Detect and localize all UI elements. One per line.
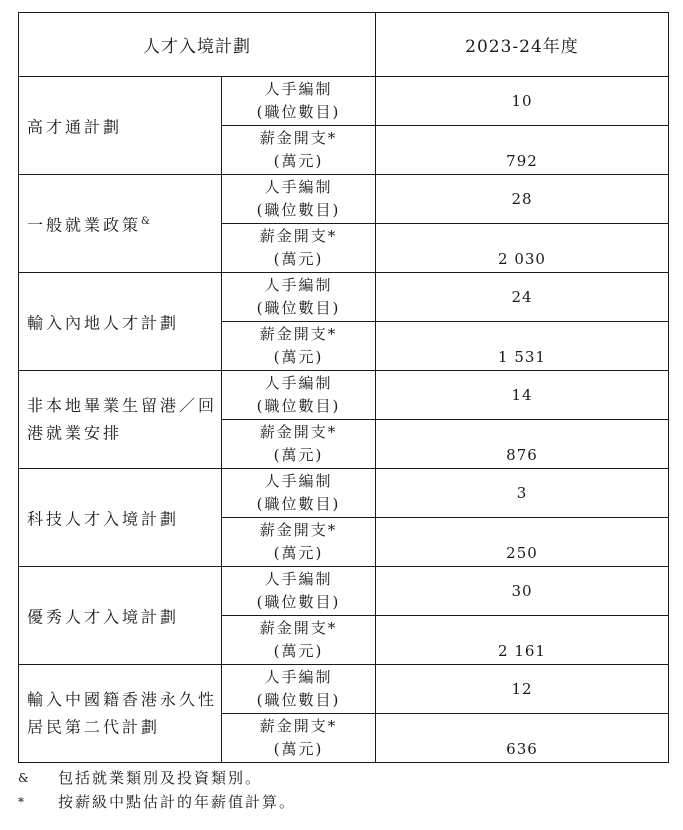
establishment-label bbox=[222, 273, 376, 322]
table-row bbox=[19, 567, 669, 616]
establishment-value: 30 bbox=[376, 567, 669, 616]
table-row bbox=[19, 175, 669, 224]
expenditure-label-line: (萬元) bbox=[273, 250, 324, 268]
scheme-name-cell bbox=[19, 567, 222, 665]
scheme-footnote-mark: & bbox=[141, 215, 150, 227]
expenditure-label bbox=[222, 616, 376, 665]
establishment-value: 28 bbox=[376, 175, 669, 224]
scheme-name-cell bbox=[19, 469, 222, 567]
establishment-label-line: 人手編制 bbox=[264, 472, 333, 490]
establishment-label-line: 人手編制 bbox=[264, 374, 333, 392]
establishment-label bbox=[222, 175, 376, 224]
establishment-label bbox=[222, 371, 376, 420]
expenditure-label bbox=[222, 224, 376, 273]
establishment-value: 10 bbox=[376, 77, 669, 126]
footnote-text: 包括就業類別及投資類別。 bbox=[58, 769, 263, 787]
scheme-name-cell bbox=[19, 371, 222, 469]
establishment-label-line: 人手編制 bbox=[264, 570, 333, 588]
establishment-label-line: (職位數目) bbox=[256, 103, 341, 121]
expenditure-label bbox=[222, 420, 376, 469]
establishment-value: 12 bbox=[376, 665, 669, 714]
year-column-header: 2023-24年度 bbox=[376, 13, 669, 77]
expenditure-label-line: 薪金開支* bbox=[259, 619, 338, 637]
expenditure-label-line: (萬元) bbox=[273, 740, 324, 758]
expenditure-label-line: 薪金開支* bbox=[259, 129, 338, 147]
establishment-label-line: 人手編制 bbox=[264, 668, 333, 686]
establishment-label bbox=[222, 77, 376, 126]
establishment-label-line: (職位數目) bbox=[256, 691, 341, 709]
footnote-mark: * bbox=[18, 795, 26, 809]
expenditure-value: 2 030 bbox=[376, 224, 669, 273]
scheme-name-cell bbox=[19, 77, 222, 175]
scheme-name: 高才通計劃 bbox=[27, 117, 123, 137]
establishment-label bbox=[222, 469, 376, 518]
expenditure-label-line: 薪金開支* bbox=[259, 521, 338, 539]
establishment-label-line: 人手編制 bbox=[264, 80, 333, 98]
expenditure-label-line: (萬元) bbox=[273, 642, 324, 660]
footnote bbox=[18, 790, 296, 814]
expenditure-label-line: (萬元) bbox=[273, 544, 324, 562]
scheme-name: 非本地畢業生留港／回港就業安排 bbox=[27, 395, 218, 443]
footnotes bbox=[18, 766, 296, 814]
scheme-name: 優秀人才入境計劃 bbox=[27, 607, 180, 627]
table-header-row bbox=[19, 13, 669, 77]
expenditure-label-line: 薪金開支* bbox=[259, 227, 338, 245]
expenditure-label-line: 薪金開支* bbox=[259, 325, 338, 343]
expenditure-value: 636 bbox=[376, 714, 669, 763]
scheme-column-header: 人才入境計劃 bbox=[19, 13, 376, 77]
expenditure-label bbox=[222, 322, 376, 371]
establishment-label-line: (職位數目) bbox=[256, 495, 341, 513]
footnote bbox=[18, 766, 296, 790]
expenditure-label-line: (萬元) bbox=[273, 348, 324, 366]
establishment-value: 3 bbox=[376, 469, 669, 518]
expenditure-value: 2 161 bbox=[376, 616, 669, 665]
establishment-label bbox=[222, 665, 376, 714]
establishment-label-line: 人手編制 bbox=[264, 276, 333, 294]
establishment-value: 24 bbox=[376, 273, 669, 322]
expenditure-label-line: 薪金開支* bbox=[259, 423, 338, 441]
table-row bbox=[19, 77, 669, 126]
scheme-name: 一般就業政策 bbox=[27, 215, 142, 235]
scheme-name-cell bbox=[19, 175, 222, 273]
scheme-name: 輸入中國籍香港永久性居民第二代計劃 bbox=[27, 689, 218, 737]
expenditure-value: 1 531 bbox=[376, 322, 669, 371]
expenditure-value: 792 bbox=[376, 126, 669, 175]
scheme-name: 輸入內地人才計劃 bbox=[27, 313, 180, 333]
establishment-label-line: (職位數目) bbox=[256, 299, 341, 317]
establishment-value: 14 bbox=[376, 371, 669, 420]
expenditure-label-line: (萬元) bbox=[273, 446, 324, 464]
expenditure-label bbox=[222, 518, 376, 567]
expenditure-label-line: (萬元) bbox=[273, 152, 324, 170]
establishment-label-line: (職位數目) bbox=[256, 397, 341, 415]
establishment-label-line: (職位數目) bbox=[256, 593, 341, 611]
expenditure-value: 876 bbox=[376, 420, 669, 469]
table-row bbox=[19, 371, 669, 420]
expenditure-label-line: 薪金開支* bbox=[259, 717, 338, 735]
scheme-name: 科技人才入境計劃 bbox=[27, 509, 180, 529]
table-row bbox=[19, 665, 669, 714]
table-row bbox=[19, 469, 669, 518]
talent-schemes-table bbox=[18, 12, 669, 763]
expenditure-value: 250 bbox=[376, 518, 669, 567]
establishment-label-line: (職位數目) bbox=[256, 201, 341, 219]
table-row bbox=[19, 273, 669, 322]
scheme-name-cell bbox=[19, 273, 222, 371]
scheme-name-cell bbox=[19, 665, 222, 763]
establishment-label bbox=[222, 567, 376, 616]
footnote-mark: & bbox=[18, 771, 31, 785]
footnote-text: 按薪級中點估計的年薪值計算。 bbox=[58, 793, 297, 811]
expenditure-label bbox=[222, 126, 376, 175]
expenditure-label bbox=[222, 714, 376, 763]
establishment-label-line: 人手編制 bbox=[264, 178, 333, 196]
